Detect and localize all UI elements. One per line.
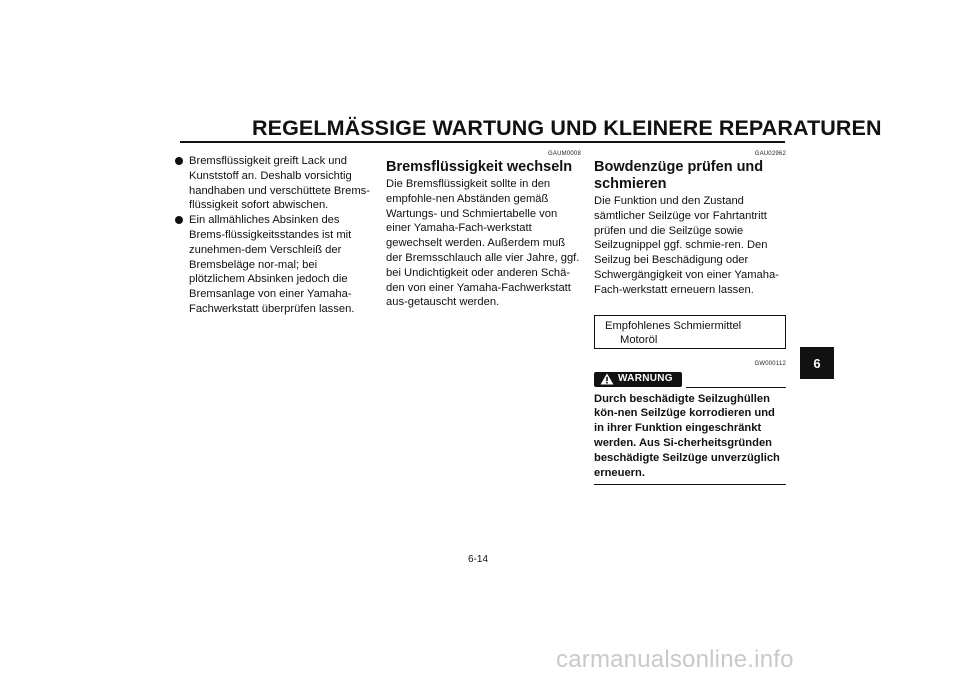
bullet-text: Ein allmähliches Absinken des Brems-flüssigkeitsstandes ist mit zunehmen-dem Verschleiß der Bremsbeläge nor-mal; bei plötzlichem Absinken jedoch die Bremsanlage von einer Yamaha-Fachwerkstatt überprüfen lassen. [189, 214, 355, 315]
bullet-dot-icon [175, 157, 183, 165]
lubricant-value: Motoröl [620, 333, 658, 346]
list-item [172, 154, 372, 213]
warning-badge [594, 372, 682, 387]
lubricant-label: Empfohlenes Schmiermittel [605, 319, 742, 332]
warning-header [594, 372, 786, 390]
warning-text: Durch beschädigte Seilzughüllen kön-nen Seilzüge korrodieren und in ihrer Funktion eingeschränkt werden. Aus Si-cherheitsgründen beschädigte Seilzüge unverzüglich erneuern. [594, 392, 786, 486]
section-body-brake-fluid: Die Bremsflüssigkeit sollte in den empfohle-nen Abständen gemäß Wartungs- und Schmiertabelle von einer Yamaha-Fach-werkstatt gewechselt werden. Außerdem muß der Bremsschlauch alle vier Jahre, ggf. bei Undichtigkeit oder anderen Schä-den von einer Yamaha-Fachwerkstatt aus-getauscht werden. [386, 178, 580, 309]
lubricant-box [594, 315, 786, 349]
chapter-tab: 6 [800, 347, 834, 379]
warning-divider [686, 387, 786, 389]
section-code: GAUM0008 [548, 151, 581, 157]
page-number: 6-14 [468, 554, 489, 565]
watermark: carmanualsonline.info [556, 646, 794, 673]
column-1 [172, 150, 372, 313]
warning-triangle-icon [600, 373, 614, 385]
column-2 [386, 150, 581, 310]
section-title-brake-fluid: Bremsflüssigkeit wechseln [386, 159, 573, 175]
column-3 [594, 150, 786, 485]
header-divider [180, 141, 785, 143]
list-item [172, 213, 372, 317]
warning-code: GW000112 [754, 360, 786, 367]
bullet-dot-icon [175, 216, 183, 224]
warning-label: WARNUNG [618, 372, 673, 384]
section-title-cables: Bowdenzüge prüfen und schmieren [594, 159, 764, 192]
section-code: GAU02962 [754, 151, 786, 157]
section-body-cables: Die Funktion und den Zustand sämtlicher Seilzüge vor Fahrtantritt prüfen und die Seilzüge sowie Seilzugnippel ggf. schmie-ren. Den Seilzug bei Beschädigung oder Schwergängigkeit von einer Yamaha-Fach-werkstatt erneuern lassen. [594, 195, 779, 296]
bullet-list [172, 154, 372, 317]
page-title: REGELMÄSSIGE WARTUNG UND KLEINERE REPARATUREN [252, 116, 882, 140]
bullet-text: Bremsflüssigkeit greift Lack und Kunststoff an. Deshalb vorsichtig handhaben und verschüttete Brems-flüssigkeit sofort abwischen. [189, 155, 370, 212]
